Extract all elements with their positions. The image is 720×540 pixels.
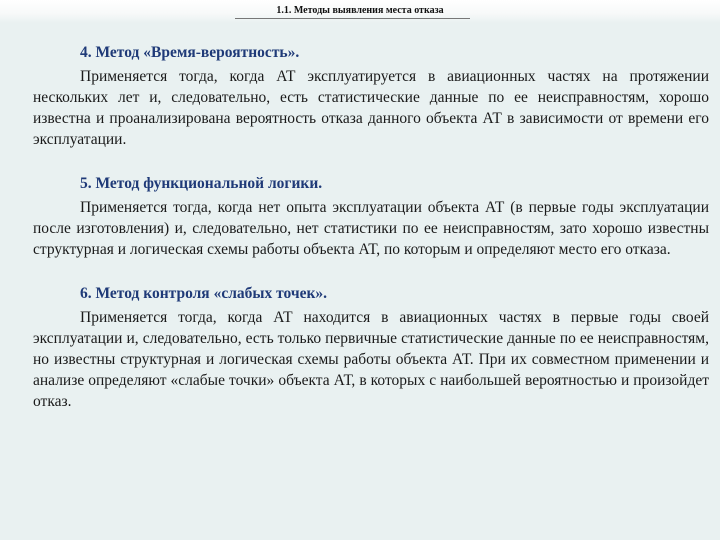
method-heading-5: 5. Метод функциональной логики. [80, 175, 323, 192]
header-underline [235, 18, 470, 19]
method-heading-6: 6. Метод контроля «слабых точек». [80, 285, 328, 302]
method-section-6 [33, 283, 709, 412]
slide-header-title: 1.1. Методы выявления места отказа [276, 5, 444, 16]
method-text-4: Применяется тогда, когда АТ эксплуатируется в авиационных частях на протяжении нескольких лет и, следовательно, есть статистические данные по ее неисправностям, хорошо известна и проанализирована вероятность отказа данного объекта АТ в зависимости от времени его эксплуатации. [33, 68, 709, 148]
method-text-5: Применяется тогда, когда нет опыта эксплуатации объекта АТ (в первые годы эксплуатации после изготовления) и, следовательно, нет статистики по ее неисправностям, зато хорошо известны структурная и логическая схемы работы объекта АТ, по которым и определяют место его отказа. [33, 199, 709, 258]
method-heading-4: 4. Метод «Время-вероятность». [80, 44, 300, 61]
method-section-5 [33, 173, 709, 260]
method-text-6: Применяется тогда, когда АТ находится в авиационных частях в первые годы своей эксплуатации и, следовательно, есть только первичные статистические данные по ее неисправностям, но известны структурная и логическая схемы работы объекта АТ. При их совместном применении и анализе определяют «слабые точки» объекта АТ, в которых с наибольшей вероятностью и произойдет отказ. [33, 309, 709, 410]
slide-content [33, 42, 709, 435]
method-section-4 [33, 42, 709, 150]
